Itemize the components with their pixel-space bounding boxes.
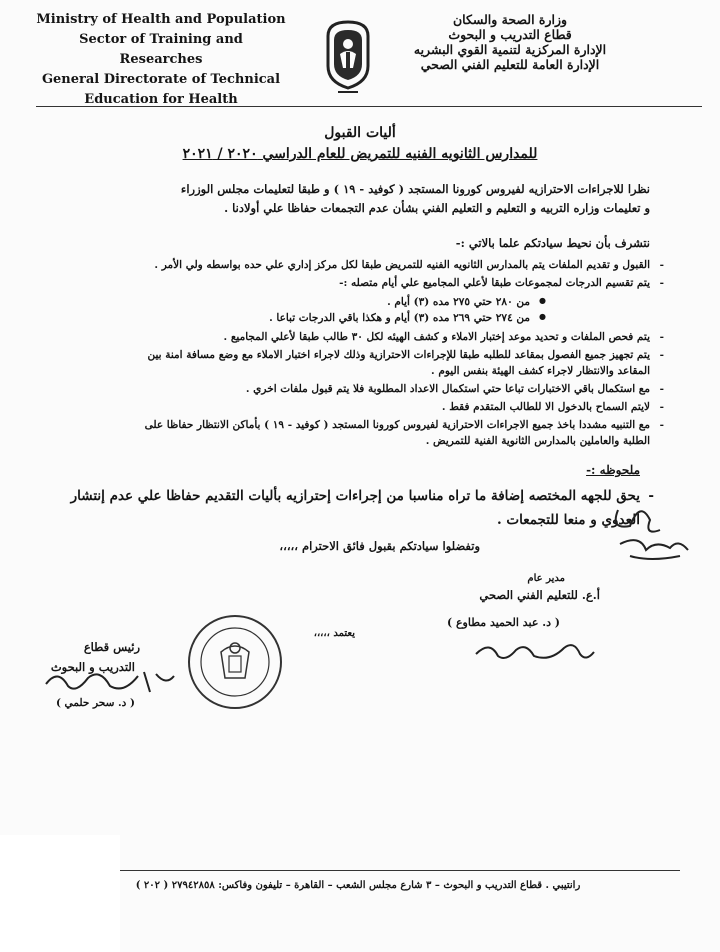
sector-head-title: رئيس قطاع	[83, 640, 140, 654]
en-line-1: Ministry of Health and Population	[36, 12, 286, 27]
bullet-text: مع استكمال باقي الاختبارات تباعا حتي استكمال الاعداد المطلوبة فلا يتم قبول ملفات اخري .	[245, 383, 650, 395]
bullet-continuation: الطلبة والعاملين بالمدارس الثانوية الفنية للتمريض .	[425, 435, 650, 447]
redaction-box	[0, 835, 120, 952]
en-line-4: Education for Health	[84, 92, 238, 107]
gm-name: ( د. عبد الحميد مطاوع )	[446, 616, 560, 629]
note-line-2: العدوي و منعا للتجمعات .	[496, 512, 640, 528]
english-letterhead	[36, 10, 286, 110]
bullet-text: يتم تجهيز جميع الفصول بمقاعد للطلبه طبقا للإجراءات الاحترازية وذلك لاجراء اختبار الاملاء مع وضع مسافة امنة بين	[147, 349, 650, 361]
bullet-item: - مع استكمال باقي الاختبارات تباعا حتي استكمال الاعداد المطلوبة فلا يتم قبول ملفات اخري .	[245, 383, 664, 395]
sector-signature-icon	[40, 664, 180, 698]
ar-line-1: وزارة الصحة والسكان	[452, 12, 568, 27]
footer-address: رانتيبي . قطاع التدريب و البحوث – ٣ شارع مجلس الشعب – القاهرة – تليفون وفاكس: ٢٧٩٤٢٨٥٨ ( ٢٠٢ )	[135, 880, 581, 891]
approval-label: يعتمد ،،،،،	[313, 628, 355, 639]
footer-divider	[36, 870, 680, 871]
ar-line-4: الإدارة العامة للتعليم الفني الصحي	[420, 57, 600, 72]
sub-bullet-item: من ٢٧٤ حتي ٢٦٩ مده (٣) أيام و هكذا باقي الدرجات تباعا . ●	[269, 312, 530, 324]
closing-line: وتفضلوا سيادتكم بقبول فائق الاحترام ،،،،،	[279, 539, 480, 553]
en-line-3: General Directorate of Technical	[41, 72, 281, 87]
official-seal-icon	[185, 612, 285, 712]
bullet-item: - لايتم السماح بالدخول الا للطالب المتقدم فقط .	[441, 401, 664, 413]
bullet-text: لايتم السماح بالدخول الا للطالب المتقدم فقط .	[441, 401, 650, 413]
bullet-text: القبول و تقديم الملفات يتم بالمدارس الثانويه الفنيه للتمريض طبقا لكل مركز إداري علي حده بواسطه ولي الأمر .	[154, 259, 650, 271]
bullet-continuation: المقاعد والانتظار لاجراء كشف الهيئة بنفس اليوم .	[431, 365, 650, 377]
ar-line-2: قطاع التدريب و البحوث	[448, 27, 572, 42]
gm-department: أ.ع. للتعليم الفني الصحي	[479, 588, 600, 602]
sector-head-name: ( د. سحر حلمي )	[55, 697, 135, 709]
arabic-letterhead	[360, 12, 660, 72]
header-divider	[36, 106, 702, 107]
intro-paragraph	[50, 180, 650, 218]
bullet-text: يتم تقسيم الدرجات لمجموعات طبقا لأعلي المجاميع علي أيام متصله :-	[339, 277, 650, 289]
lead-sentence: نتشرف بأن نحيط سيادتكم علما بالاتي :-	[455, 236, 650, 250]
bullet-item: - القبول و تقديم الملفات يتم بالمدارس الثانويه الفنيه للتمريض طبقا لكل مركز إداري علي حده بواسطه ولي الأمر .	[154, 259, 664, 271]
intro-line-1: نظرا للاجراءات الاحترازيه لفيروس كورونا المستجد ( كوفيد - ١٩ ) و طبقا لتعليمات مجلس الوزراء	[180, 182, 650, 196]
sub-bullet-item: من ٢٨٠ حتي ٢٧٥ مده (٣) أيام . ●	[387, 296, 530, 308]
bullet-item: - يتم تقسيم الدرجات لمجموعات طبقا لأعلي المجاميع علي أيام متصله :-	[339, 277, 664, 289]
document-title: أليات القبول	[324, 125, 396, 141]
note-line-1: يحق للجهه المختصه إضافة ما تراه مناسبا من إجراءات إحترازيه بأليات التقديم حفاظا علي عدم إنتشار	[70, 488, 640, 504]
sector-head-department: التدريب و البحوث	[50, 660, 135, 674]
document-subtitle: للمدارس الثانويه الفنيه للتمريض للعام الدراسي ٢٠٢٠ / ٢٠٢١	[182, 146, 538, 162]
intro-line-2: و تعليمات وزاره التربيه و التعليم و التعليم الفني بشأن عدم التجمعات حفاظا علي أولادنا .	[224, 201, 650, 215]
en-line-2: Sector of Training and Researches	[79, 32, 243, 67]
bullet-text: يتم فحص الملفات و تحديد موعد إختبار الاملاء و كشف الهيئه لكل ٣٠ طالب طبقا لأعلي المجاميع .	[223, 331, 650, 343]
handwritten-annotation-icon	[600, 490, 700, 570]
gm-signature-icon	[470, 632, 600, 668]
gm-title: مدير عام	[527, 573, 565, 584]
note-paragraph: - يحق للجهه المختصه إضافة ما تراه مناسبا من إجراءات إحترازيه بأليات التقديم حفاظا علي عدم إنتشار العدوي و منعا للتجمعات .	[40, 484, 640, 532]
bullet-item: - يتم تجهيز جميع الفصول بمقاعد للطلبه طبقا للإجراءات الاحترازية وذلك لاجراء اختبار الاملاء مع وضع مسافة امنة بين	[147, 349, 664, 361]
ar-line-3: الإدارة المركزية لتنمية القوي البشريه	[413, 42, 607, 57]
bullet-item: - يتم فحص الملفات و تحديد موعد إختبار الاملاء و كشف الهيئه لكل ٣٠ طالب طبقا لأعلي المجاميع .	[223, 331, 664, 343]
note-heading: ملحوظه :-	[586, 463, 640, 477]
bullet-item: - مع التنبيه مشددا باخذ جميع الاجراءات الاحترازية لفيروس كورونا المستجد ( كوفيد - ١٩ ) بأماكن الانتظار حفاظا على	[144, 419, 664, 431]
bullet-text: مع التنبيه مشددا باخذ جميع الاجراءات الاحترازية لفيروس كورونا المستجد ( كوفيد - ١٩ ) بأماكن الانتظار حفاظا على	[144, 419, 650, 431]
